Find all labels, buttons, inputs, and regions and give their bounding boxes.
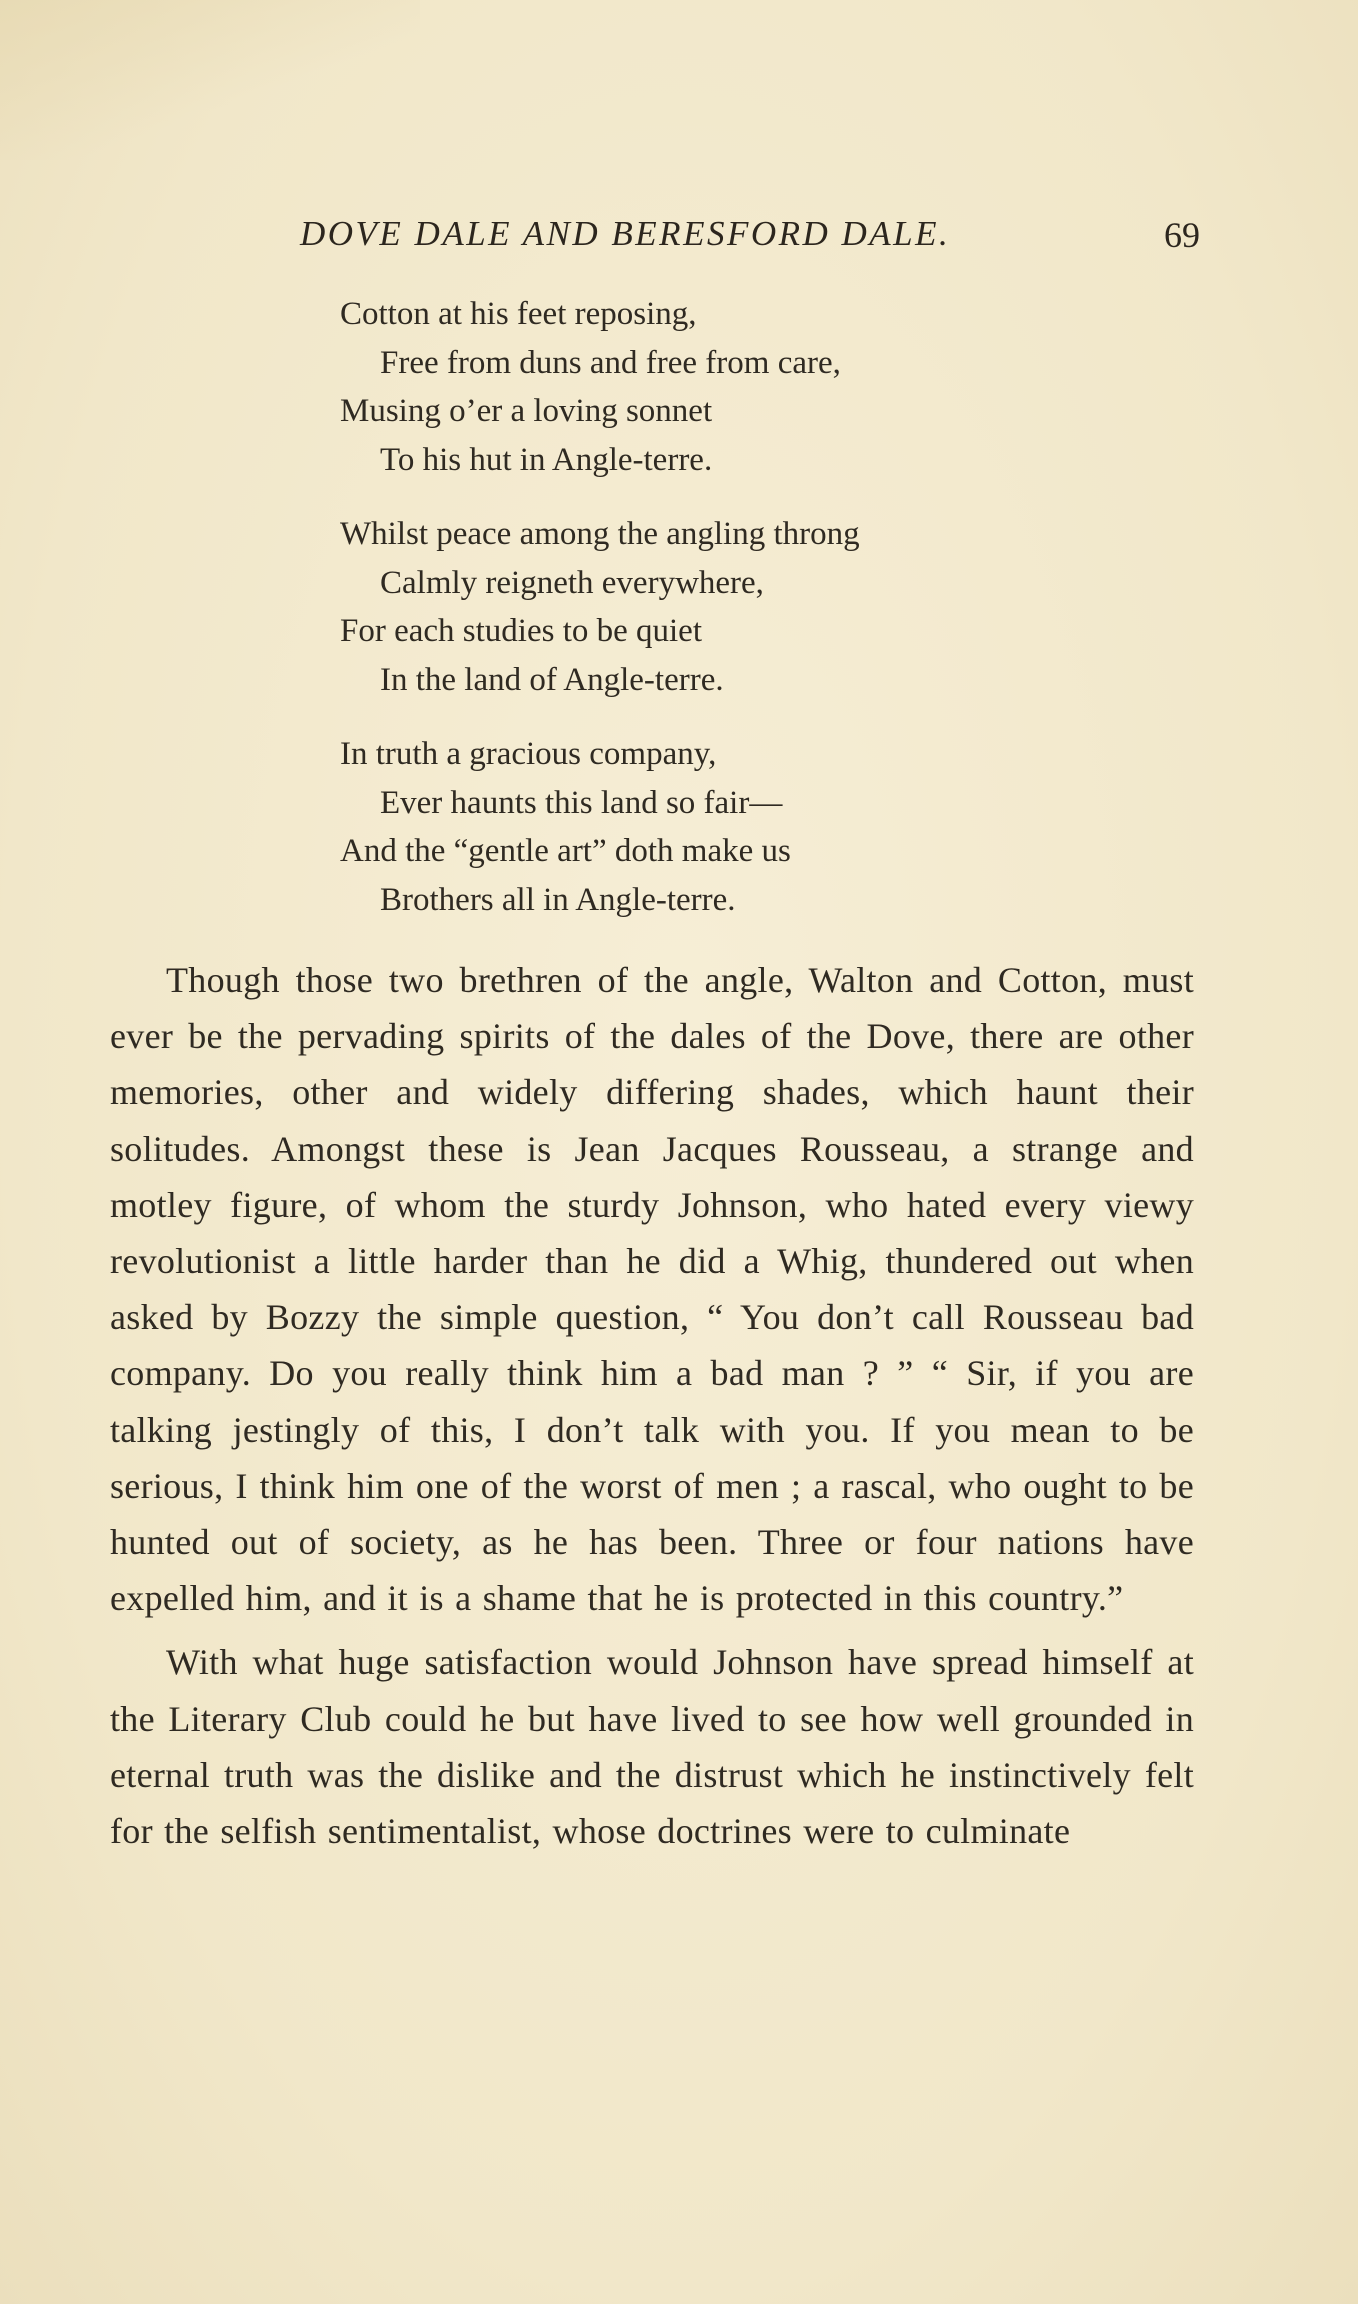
poem-line: Ever haunts this land so fair— xyxy=(380,784,783,821)
poem-line: Cotton at his feet reposing, xyxy=(340,296,697,332)
poem-line: For each studies to be quiet xyxy=(340,613,703,649)
poem-line: To his hut in Angle-terre. xyxy=(380,441,713,478)
poem-line: Whilst peace among the angling throng xyxy=(340,516,860,552)
poem-line: And the “gentle art” doth make us xyxy=(340,833,791,869)
running-title: DOVE DALE AND BERESFORD DALE. xyxy=(300,214,951,253)
body-paragraph: With what huge satisfaction would Johnson have spread himself at the Literary Club could he but have lived to see how well grounded in eternal truth was the dislike and the distrust which he instinctively felt for the selfish sentimentalist, whose doctrines were to culminate xyxy=(110,1642,1194,1852)
poem-line: Musing o’er a loving sonnet xyxy=(340,393,713,429)
page-corner-stain xyxy=(0,0,420,160)
poem-line: Free from duns and free from care, xyxy=(380,344,841,381)
body-paragraph: Though those two brethren of the angle, Walton and Cotton, must ever be the pervading spirits of the dales of the Dove, there are other memories, other and widely differing shades, which haunt their solitudes. Amongst these is Jean Jacques Rousseau, a strange and motley figure, of whom the sturdy Johnson, who hated every viewy revolutionist a little harder than he did a Whig, thundered out when asked by Bozzy the simple question, “ You don’t call Rousseau bad company. Do you really think him a bad man ? ” “ Sir, if you are talking jestingly of this, I don’t talk with you. If you mean to be serious, I think him one of the worst of men ; a rascal, who ought to be hunted out of society, as he has been. Three or four nations have expelled him, and it is a shame that he is protected in this country.” xyxy=(110,960,1194,1619)
poem-stanza xyxy=(340,510,1140,704)
page-number: 69 xyxy=(1164,215,1200,255)
poem-line: In the land of Angle-terre. xyxy=(380,661,724,698)
running-head xyxy=(110,208,1200,268)
poem-stanza xyxy=(340,730,1140,924)
poem-line: In truth a gracious company, xyxy=(340,736,717,772)
poem-line: Calmly reigneth everywhere, xyxy=(380,564,764,601)
poem-line: Brothers all in Angle-terre. xyxy=(380,881,736,918)
body-text xyxy=(110,952,1194,1859)
poem xyxy=(340,290,1140,950)
poem-stanza xyxy=(340,290,1140,484)
